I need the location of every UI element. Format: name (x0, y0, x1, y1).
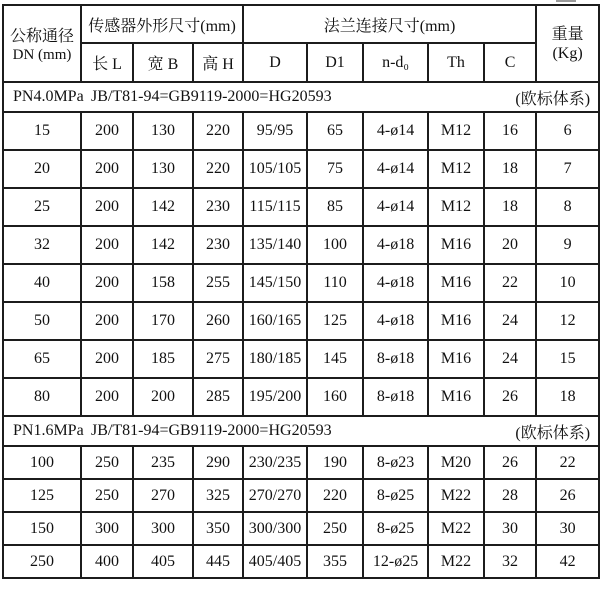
table-cell: 30 (484, 512, 536, 545)
table-row (3, 226, 599, 264)
table-cell: 275 (193, 340, 243, 378)
table-cell: M12 (428, 150, 484, 188)
table-cell: 170 (133, 302, 193, 340)
cropped-text-artifact (556, 0, 576, 2)
table-cell: 220 (307, 479, 363, 512)
section-note: (欧标体系) (515, 90, 591, 108)
table-cell: 300 (81, 512, 133, 545)
section-note: (欧标体系) (515, 424, 591, 442)
table-cell: 445 (193, 545, 243, 578)
table-cell: 270/270 (243, 479, 307, 512)
header-sensor-dimensions-group: 传感器外形尺寸(mm) (81, 5, 243, 43)
section-standard: JB/T81-94=GB9119-2000=HG20593 (91, 422, 332, 439)
table-cell: 230 (193, 188, 243, 226)
header-weight (536, 5, 599, 82)
table-cell: 10 (536, 264, 599, 302)
table-cell: 24 (484, 340, 536, 378)
table-cell: 195/200 (243, 378, 307, 416)
section-cell (3, 416, 599, 446)
table-cell: 12 (536, 302, 599, 340)
table-cell: 145/150 (243, 264, 307, 302)
table-cell: 135/140 (243, 226, 307, 264)
header-weight-cn: 重量 (551, 25, 584, 43)
table-row (3, 340, 599, 378)
table-cell: 220 (193, 150, 243, 188)
table-row (3, 446, 599, 479)
table-row (3, 302, 599, 340)
table-cell: 230/235 (243, 446, 307, 479)
table-cell: 80 (3, 378, 81, 416)
table-cell: 250 (81, 446, 133, 479)
table-cell: 32 (3, 226, 81, 264)
header-c: C (484, 43, 536, 82)
table-cell: 158 (133, 264, 193, 302)
table-cell: 100 (3, 446, 81, 479)
table-cell: 200 (81, 188, 133, 226)
header-width: 宽 B (133, 43, 193, 82)
spec-table (2, 4, 600, 579)
table-cell: 26 (484, 378, 536, 416)
table-cell: 200 (81, 302, 133, 340)
table-cell: M16 (428, 378, 484, 416)
table-cell: 190 (307, 446, 363, 479)
table-cell: 200 (81, 150, 133, 188)
table-cell: 15 (536, 340, 599, 378)
header-nominal-diameter (3, 5, 81, 82)
table-body (3, 82, 599, 578)
table-cell: 230 (193, 226, 243, 264)
table-cell: 8-ø18 (363, 378, 428, 416)
table-cell: 26 (536, 479, 599, 512)
table-cell: 4-ø18 (363, 264, 428, 302)
table-cell: 405 (133, 545, 193, 578)
table-cell: 160/165 (243, 302, 307, 340)
table-cell: 16 (484, 112, 536, 150)
table-row (3, 150, 599, 188)
table-cell: M16 (428, 302, 484, 340)
table-cell: 42 (536, 545, 599, 578)
table-cell: M22 (428, 512, 484, 545)
table-cell: 12-ø25 (363, 545, 428, 578)
table-cell: 85 (307, 188, 363, 226)
header-flange-dimensions-group: 法兰连接尺寸(mm) (243, 5, 536, 43)
table-row (3, 512, 599, 545)
header-n-d0: n-d₀ (363, 43, 428, 82)
table-cell: 4-ø14 (363, 150, 428, 188)
table-cell: M12 (428, 112, 484, 150)
table-cell: 32 (484, 545, 536, 578)
table-cell: 8-ø23 (363, 446, 428, 479)
table-cell: M16 (428, 264, 484, 302)
section-pressure: PN4.0MPa (13, 88, 84, 105)
table-cell: 220 (193, 112, 243, 150)
header-th: Th (428, 43, 484, 82)
table-cell: 250 (81, 479, 133, 512)
table-cell: 7 (536, 150, 599, 188)
table-row (3, 479, 599, 512)
table-cell: 142 (133, 226, 193, 264)
table-cell: 8 (536, 188, 599, 226)
table-cell: 300/300 (243, 512, 307, 545)
table-row (3, 188, 599, 226)
header-length: 长 L (81, 43, 133, 82)
section-pressure: PN1.6MPa (13, 422, 84, 439)
table-cell: 400 (81, 545, 133, 578)
table-cell: 4-ø18 (363, 302, 428, 340)
table-cell: M20 (428, 446, 484, 479)
table-cell: 50 (3, 302, 81, 340)
table-cell: 200 (81, 378, 133, 416)
table-cell: 4-ø14 (363, 188, 428, 226)
table-cell: 100 (307, 226, 363, 264)
table-cell: 8-ø25 (363, 479, 428, 512)
table-cell: 145 (307, 340, 363, 378)
section-row (3, 82, 599, 112)
table-header (3, 5, 599, 82)
table-cell: 4-ø18 (363, 226, 428, 264)
table-cell: 4-ø14 (363, 112, 428, 150)
table-cell: 24 (484, 302, 536, 340)
header-weight-unit: (Kg) (552, 44, 583, 62)
table-cell: M22 (428, 545, 484, 578)
table-cell: 200 (81, 264, 133, 302)
table-cell: 22 (484, 264, 536, 302)
header-d1: D1 (307, 43, 363, 82)
table-cell: 110 (307, 264, 363, 302)
table-cell: M22 (428, 479, 484, 512)
table-cell: 8-ø18 (363, 340, 428, 378)
table-cell: 200 (133, 378, 193, 416)
table-cell: 40 (3, 264, 81, 302)
table-cell: 75 (307, 150, 363, 188)
table-cell: 185 (133, 340, 193, 378)
table-cell: 6 (536, 112, 599, 150)
header-d: D (243, 43, 307, 82)
table-cell: 20 (484, 226, 536, 264)
section-cell (3, 82, 599, 112)
table-cell: 18 (536, 378, 599, 416)
table-row (3, 112, 599, 150)
table-cell: 235 (133, 446, 193, 479)
table-cell: 105/105 (243, 150, 307, 188)
section-standard: JB/T81-94=GB9119-2000=HG20593 (91, 88, 332, 105)
table-row (3, 378, 599, 416)
table-cell: 350 (193, 512, 243, 545)
table-row (3, 545, 599, 578)
table-cell: 405/405 (243, 545, 307, 578)
table-cell: 115/115 (243, 188, 307, 226)
table-cell: 325 (193, 479, 243, 512)
table-cell: 65 (3, 340, 81, 378)
table-cell: 20 (3, 150, 81, 188)
table-cell: 290 (193, 446, 243, 479)
header-nominal-diameter-cn: 公称通径 (9, 28, 74, 45)
table-cell: 95/95 (243, 112, 307, 150)
table-cell: 9 (536, 226, 599, 264)
table-cell: 200 (81, 226, 133, 264)
table-cell: 22 (536, 446, 599, 479)
header-nominal-diameter-unit: DN (mm) (12, 47, 72, 63)
table-cell: 15 (3, 112, 81, 150)
table-cell: 260 (193, 302, 243, 340)
table-cell: 30 (536, 512, 599, 545)
table-cell: 270 (133, 479, 193, 512)
table-cell: 25 (3, 188, 81, 226)
table-row (3, 264, 599, 302)
table-cell: M16 (428, 226, 484, 264)
table-cell: 200 (81, 112, 133, 150)
table-cell: 130 (133, 112, 193, 150)
table-cell: 65 (307, 112, 363, 150)
table-cell: 150 (3, 512, 81, 545)
table-cell: 125 (307, 302, 363, 340)
table-cell: 26 (484, 446, 536, 479)
table-cell: 355 (307, 545, 363, 578)
table-cell: 250 (307, 512, 363, 545)
table-cell: 142 (133, 188, 193, 226)
table-cell: 18 (484, 150, 536, 188)
table-cell: 130 (133, 150, 193, 188)
table-cell: 285 (193, 378, 243, 416)
table-cell: 18 (484, 188, 536, 226)
table-cell: 28 (484, 479, 536, 512)
table-cell: 250 (3, 545, 81, 578)
table-cell: 300 (133, 512, 193, 545)
table-cell: 125 (3, 479, 81, 512)
table-cell: 255 (193, 264, 243, 302)
section-row (3, 416, 599, 446)
table-cell: 180/185 (243, 340, 307, 378)
table-cell: 200 (81, 340, 133, 378)
table-cell: M12 (428, 188, 484, 226)
header-height: 高 H (193, 43, 243, 82)
table-cell: 160 (307, 378, 363, 416)
table-cell: M16 (428, 340, 484, 378)
table-cell: 8-ø25 (363, 512, 428, 545)
